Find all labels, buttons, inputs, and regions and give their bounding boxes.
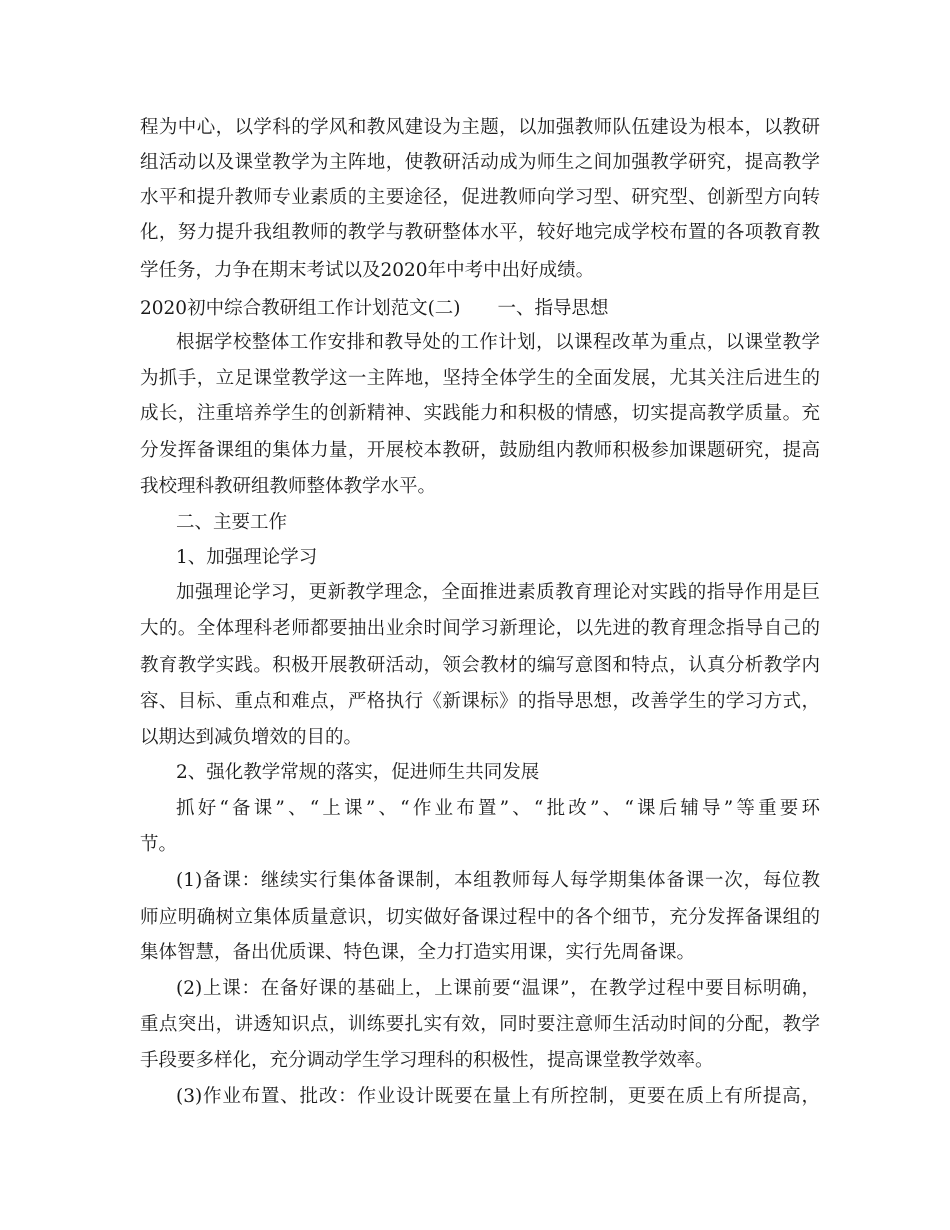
- text-line: 师应明确树立集体质量意识，切实做好备课过程中的各个细节，充分发挥备课组的: [140, 907, 820, 928]
- section-heading: 二、主要工作: [176, 512, 288, 533]
- text-line: 根据学校整体工作安排和教导处的工作计划，以课程改革为重点，以课堂教学: [176, 332, 820, 353]
- text-line: 组活动以及课堂教学为主阵地，使教研活动成为师生之间加强教学研究，提高教学: [140, 152, 820, 173]
- text-line: 加强理论学习，更新教学理念，全面推进素质教育理论对实践的指导作用是巨: [176, 582, 820, 603]
- text-line: 教育教学实践。积极开展教研活动，领会教材的编写意图和特点，认真分析教学内: [140, 655, 820, 676]
- text-line: 容、目标、重点和难点，严格执行《新课标》的指导思想，改善学生的学习方式，: [140, 691, 820, 712]
- subsection-heading: 1、加强理论学习: [176, 547, 318, 568]
- text-line: 我校理科教研组教师整体教学水平。: [140, 476, 437, 497]
- text-line: 分发挥备课组的集体力量，开展校本教研，鼓励组内教师积极参加课题研究，提高: [140, 440, 820, 461]
- text-line: 成长，注重培养学生的创新精神、实践能力和积极的情感，切实提高教学质量。充: [140, 403, 820, 424]
- text-line: 化，努力提升我组教师的教学与教研整体水平，较好地完成学校布置的各项教育教: [140, 222, 820, 243]
- text-line: 大的。全体理科老师都要抽出业余时间学习新理论，以先进的教育理念指导自己的: [140, 618, 820, 639]
- text-line: 重点突出，讲透知识点，训练要扎实有效，同时要注意师生活动时间的分配，教学: [140, 1014, 820, 1035]
- text-line: 以期达到减负增效的目的。: [140, 727, 363, 748]
- text-line: 集体智慧，备出优质课、特色课，全力打造实用课，实行先周备课。: [140, 942, 696, 963]
- text-line: 抓好“备课”、“上课”、“作业布置”、“批改”、“课后辅导”等重要环: [176, 798, 820, 819]
- section-heading: 2020初中综合教研组工作计划范文(二) 一、指导思想: [140, 298, 609, 319]
- text-line: (1)备课：继续实行集体备课制，本组教师每人每学期集体备课一次，每位教: [176, 870, 820, 891]
- text-line: 水平和提升教师专业素质的主要途径，促进教师向学习型、研究型、创新型方向转: [140, 187, 820, 208]
- text-line: 节。: [140, 834, 178, 855]
- text-line: 为抓手，立足课堂教学这一主阵地，坚持全体学生的全面发展，尤其关注后进生的: [140, 368, 820, 389]
- text-line: (3)作业布置、批改：作业设计既要在量上有所控制，更要在质上有所提高，: [176, 1086, 820, 1107]
- text-line: 手段要多样化，充分调动学生学习理科的积极性，提高课堂教学效率。: [140, 1050, 714, 1071]
- text-line: 程为中心，以学科的学风和教风建设为主题，以加强教师队伍建设为根本，以教研: [140, 117, 820, 138]
- text-line: (2)上课：在备好课的基础上，上课前要“温课”，在教学过程中要目标明确，: [176, 978, 820, 999]
- subsection-heading: 2、强化教学常规的落实，促进师生共同发展: [176, 762, 540, 783]
- text-line: 学任务，力争在期末考试以及2020年中考中出好成绩。: [140, 260, 595, 281]
